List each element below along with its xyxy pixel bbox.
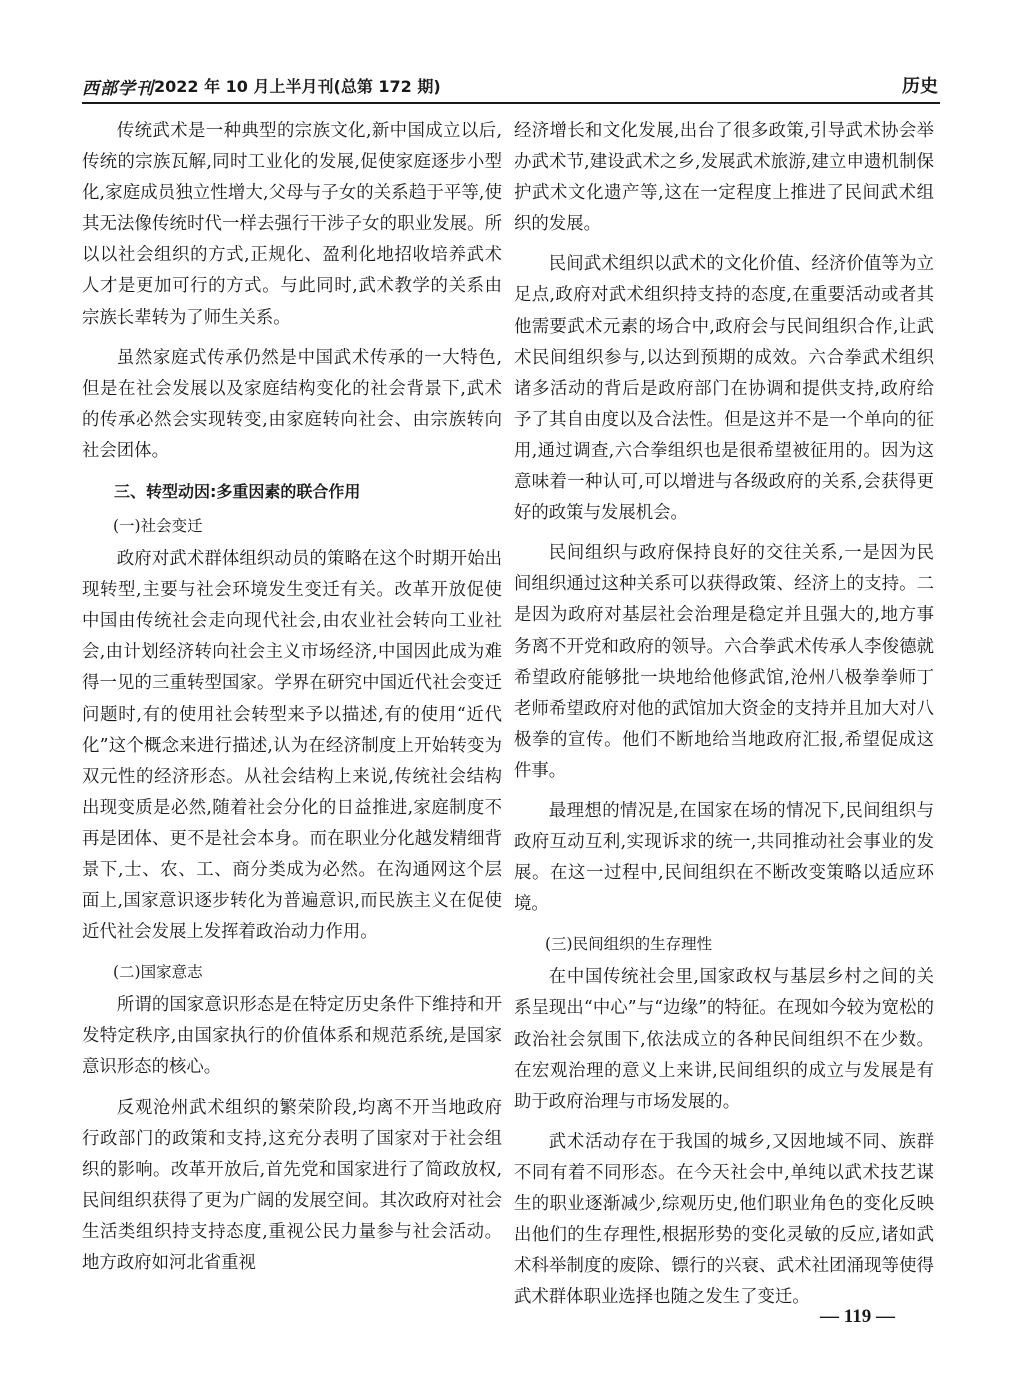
paragraph: 反观沧州武术组织的繁荣阶段,均离不开当地政府行政部门的政策和支持,这充分表明了国家对于社会组织的影响。改革开放后,首先党和国家进行了简政放权,民间组织获得了更为广阔的发展空间。其次政府对社会生活类组织持支持态度,重视公民力量参与社会活动。地方政府如河北省重视 (82, 1097, 502, 1273)
issue-info: 2022 年 10 月上半月刊(总第 172 期) (154, 77, 441, 96)
section-label: 历史 (902, 76, 938, 97)
paragraph: 武术活动存在于我国的城乡,又因地域不同、族群不同有着不同形态。在今天社会中,单纯以武术技艺谋生的职业逐渐减少,综观历史,他们职业角色的变化反映出他们的生存理性,根据形势的变化灵敏的反应,诸如武术科举制度的废除、镖行的兴衰、武术社团涌现等使得武术群体职业选择也随之发生了变迁。 (514, 1131, 934, 1308)
left-column (82, 116, 502, 1288)
journal-name: 西部学刊 (82, 79, 154, 99)
paragraph: 民间武术组织以武术的文化价值、经济价值等为立足点,政府对武术组织持支持的态度,在重要活动或者其他需要武术元素的场合中,政府会与民间组织合作,让武术民间组织参与,以达到预期的成效。六合拳武术组织诸多活动的背后是政府部门在协调和提供支持,政府给予了其自由度以及合法性。但是这并不是一个单向的征用,通过调查,六合拳组织也是很希望被征用的。因为这意味着一种认可,可以增进与各级政府的关系,会获得更好的政策与发展机会。 (514, 254, 934, 524)
paragraph: 民间组织与政府保持良好的交往关系,一是因为民间组织通过这种关系可以获得政策、经济上的支持。二是因为政府对基层社会治理是稳定并且强大的,地方事务离不开党和政府的领导。六合拳武术传承人李俊德就希望政府能够批一块地给他修武馆,沧州八极拳拳师丁老师希望政府对他的武馆加大资金的支持并且加大对八极拳的宣传。他们不断地给当地政府汇报,希望促成这件事。 (514, 543, 934, 781)
section-heading: 三、转型动因:多重因素的联合作用 (114, 482, 361, 502)
paragraph: 传统武术是一种典型的宗族文化,新中国成立以后,传统的宗族瓦解,同时工业化的发展,促使家庭逐步小型化,家庭成员独立性增大,父母与子女的关系趋于平等,使其无法像传统时代一样去强行干涉子女的职业发展。所以以社会组织的方式,正规化、盈利化地招收培养武术人才是更加可行的方式。与此同时,武术教学的关系由宗族长辈转为了师生关系。 (82, 121, 502, 328)
paragraph: 所谓的国家意识形态是在特定历史条件下维持和开发特定秩序,由国家执行的价值体系和规范系统,是国家意识形态的核心。 (82, 995, 502, 1078)
paragraph: 政府对武术群体组织动员的策略在这个时期开始出现转型,主要与社会环境发生变迁有关。改革开放促使中国由传统社会走向现代社会,由农业社会转向工业社会,由计划经济转向社会主义市场经济,中国因此成为难得一见的三重转型国家。学界在研究中国近代社会变迁问题时,有的使用社会转型来予以描述,有的使用“近代化”这个概念来进行描述,认为在经济制度上开始转变为双元性的经济形态。从社会结构上来说,传统社会结构出现变质是必然,随着社会分化的日益推进,家庭制度不再是团体、更不是社会本身。而在职业分化越发精细背景下,士、农、工、商分类成为必然。在沟通网这个层面上,国家意识逐步转化为普遍意识,而民族主义在促使近代社会发展上发挥着政治动力作用。 (82, 549, 502, 943)
page-header (82, 72, 940, 100)
subsection-heading: (二)国家意志 (113, 963, 203, 982)
paragraph: 最理想的情况是,在国家在场的情况下,民间组织与政府互动互利,实现诉求的统一,共同推动社会事业的发展。在这一过程中,民间组织在不断改变策略以适应环境。 (514, 800, 934, 915)
paragraph: 经济增长和文化发展,出台了很多政策,引导武术协会举办武术节,建设武术之乡,发展武术旅游,建立申遗机制保护武术文化遗产等,这在一定程度上推进了民间武术组织的发展。 (514, 121, 934, 235)
subsection-heading: (一)社会变迁 (113, 517, 203, 536)
subsection-heading: (三)民间组织的生存理性 (545, 935, 713, 954)
right-column (514, 116, 934, 1322)
page-number: — 119 — (820, 1306, 895, 1327)
paragraph: 虽然家庭式传承仍然是中国武术传承的一大特色,但是在社会发展以及家庭结构变化的社会背景下,武术的传承必然会实现转变,由家庭转向社会、由宗族转向社会团体。 (82, 347, 502, 461)
paragraph: 在中国传统社会里,国家政权与基层乡村之间的关系呈现出“中心”与“边缘”的特征。在现如今较为宽松的政治社会氛围下,依法成立的各种民间组织不在少数。在宏观治理的意义上来讲,民间组织的成立与发展是有助于政府治理与市场发展的。 (514, 967, 934, 1112)
header-rule (82, 102, 940, 104)
